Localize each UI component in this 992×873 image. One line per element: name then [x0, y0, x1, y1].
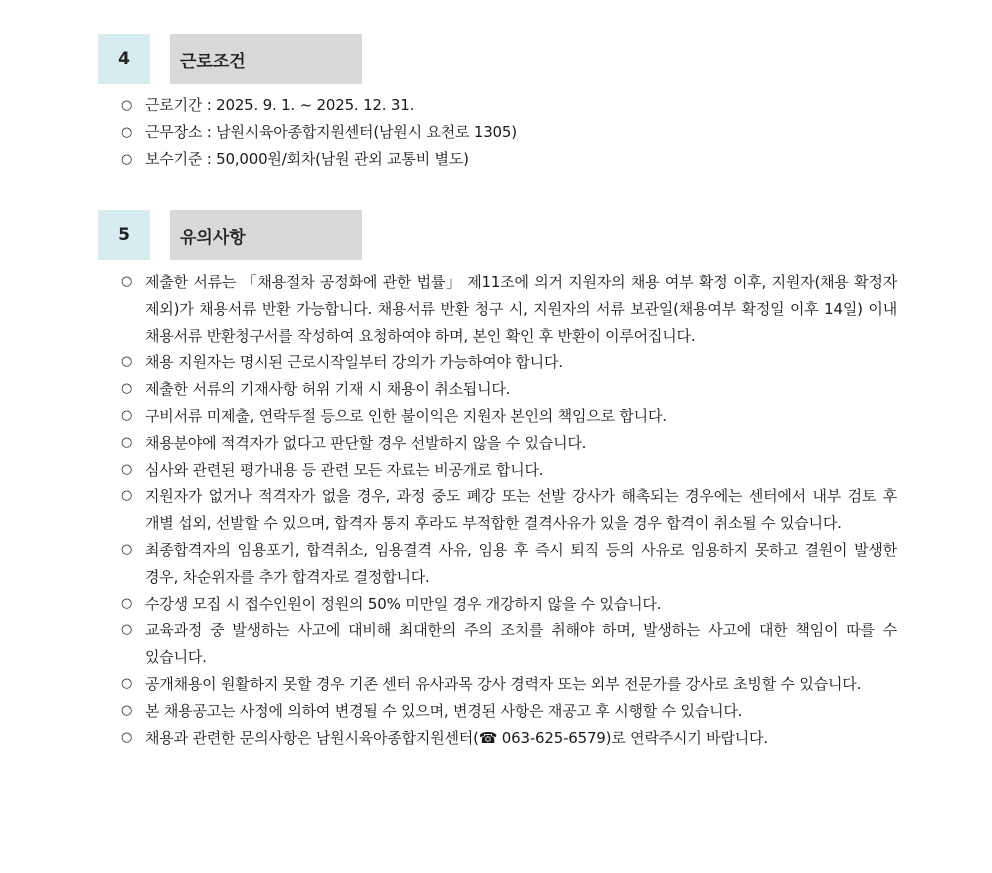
list-item	[0, 591, 897, 618]
list-item	[0, 483, 897, 537]
list-item	[0, 725, 897, 752]
list-item	[0, 698, 897, 725]
list-item-text: 지원자가 없거나 적격자가 없을 경우, 과정 중도 폐강 또는 선발 강사가 해촉되는 경우에는 센터에서 내부 검토 후 개별 섭외, 선발할 수 있으며, 합격자 통지 후라도 부적합한 결격사유가 있을 경우 합격이 취소될 수 있습니다.	[145, 487, 897, 533]
bullet-icon: ○	[121, 407, 133, 423]
list-item-text: 근로기간 : 2025. 9. 1. ~ 2025. 12. 31.	[145, 96, 415, 114]
section-4-header	[98, 34, 362, 84]
bullet-icon: ○	[121, 98, 133, 113]
bullet-icon: ○	[121, 125, 133, 140]
section-5-number: 5	[98, 210, 150, 260]
section-header-gap	[150, 34, 170, 84]
section-header-gap	[150, 210, 170, 260]
bullet-icon: ○	[121, 488, 133, 504]
list-item-text: 심사와 관련된 평가내용 등 관련 모든 자료는 비공개로 합니다.	[145, 460, 544, 479]
section-4-title: 근로조건	[170, 34, 362, 84]
bullet-icon: ○	[121, 152, 133, 167]
section-4-list	[0, 92, 897, 173]
list-item	[0, 671, 897, 698]
list-item-text: 제출한 서류의 기재사항 허위 기재 시 채용이 취소됩니다.	[145, 380, 511, 399]
list-item-text: 채용분야에 적격자가 없다고 판단할 경우 선발하지 않을 수 있습니다.	[145, 433, 587, 452]
section-4-number: 4	[98, 34, 150, 84]
bullet-icon: ○	[121, 729, 133, 745]
list-item-text: 공개채용이 원활하지 못할 경우 기존 센터 유사과목 강사 경력자 또는 외부 전문가를 강사로 초빙할 수 있습니다.	[145, 674, 862, 693]
list-item	[0, 617, 897, 671]
list-item	[0, 349, 897, 376]
list-item	[0, 537, 897, 591]
section-5-title: 유의사항	[170, 210, 362, 260]
bullet-icon: ○	[121, 702, 133, 718]
list-item-text: 구비서류 미제출, 연락두절 등으로 인한 불이익은 지원자 본인의 책임으로 합니다.	[145, 406, 667, 425]
section-5-header	[98, 210, 362, 260]
list-item-text: 교육과정 중 발생하는 사고에 대비해 최대한의 주의 조치를 취해야 하며, 발생하는 사고에 대한 책임이 따를 수 있습니다.	[145, 621, 897, 667]
list-item-text: 채용 지원자는 명시된 근로시작일부터 강의가 가능하여야 합니다.	[145, 353, 563, 372]
bullet-icon: ○	[121, 274, 133, 289]
list-item	[0, 457, 897, 484]
list-item-text: 최종합격자의 임용포기, 합격취소, 임용결격 사유, 임용 후 즉시 퇴직 등의 사유로 임용하지 못하고 결원이 발생한 경우, 차순위자를 추가 합격자로 결정합니다.	[145, 540, 897, 586]
bullet-icon: ○	[121, 675, 133, 691]
list-item-text: 수강생 모집 시 접수인원이 정원의 50% 미만일 경우 개강하지 않을 수 있습니다.	[145, 594, 662, 613]
list-item-text: 보수기준 : 50,000원/회차(남원 관외 교통비 별도)	[145, 150, 469, 168]
list-item	[0, 119, 897, 146]
list-item-text: 근무장소 : 남원시육아종합지원센터(남원시 요천로 1305)	[145, 123, 517, 141]
list-item	[0, 430, 897, 457]
list-item	[0, 92, 897, 119]
bullet-icon: ○	[121, 381, 133, 397]
bullet-icon: ○	[121, 595, 133, 611]
list-item-text: 채용과 관련한 문의사항은 남원시육아종합지원센터(☎ 063-625-6579)로 연락주시기 바랍니다.	[145, 728, 768, 747]
list-item	[0, 269, 897, 349]
section-5-list	[0, 269, 897, 751]
list-item-text: 본 채용공고는 사정에 의하여 변경될 수 있으며, 변경된 사항은 재공고 후 시행할 수 있습니다.	[145, 701, 743, 720]
bullet-icon: ○	[121, 354, 133, 370]
list-item	[0, 376, 897, 403]
bullet-icon: ○	[121, 461, 133, 477]
list-item-text: 제출한 서류는 「채용절차 공정화에 관한 법률」 제11조에 의거 지원자의 채용 여부 확정 이후, 지원자(채용 확정자 제외)가 채용서류 반환 가능합니다. 채용서류 반환 청구 시, 지원자의 서류 보관일(채용여부 확정일 이후 14일) 이내 채용서류 반환청구서를 작성하여 요청하여야 하며, 본인 확인 후 반환이 이루어집니다.	[145, 273, 897, 345]
bullet-icon: ○	[121, 541, 133, 557]
list-item	[0, 403, 897, 430]
list-item	[0, 146, 897, 173]
bullet-icon: ○	[121, 622, 133, 638]
bullet-icon: ○	[121, 434, 133, 450]
